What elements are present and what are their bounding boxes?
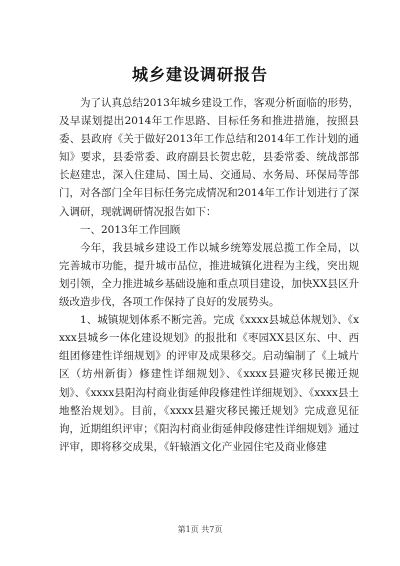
intro-paragraph: 为了认真总结2013年城乡建设工作，客观分析面临的形势，及早谋划提出2014年工作思路、目标任务和推进措施，按照县委、县政府《关于做好2013年工作总结和2014年工作计划的通知》要求，县委常委、政府副县长贺忠乾，县委常委、统战部部长赵建忠，深入住建局、国土局、交通局、水务局、环保局等部门，对各部门全年目标任务完成情况和2014年工作计划进行了深入调研，现就调研情况报告如下： <box>59 97 359 218</box>
review-paragraph: 今年，我县城乡建设工作以城乡统筹发展总揽工作全局，以完善城市功能，提升城市品位，推进城镇化进程为主线，突出规划引领，全力推进城乡基础设施和重点项目建设，加快XX县区升级改造步伐，各项工作保持了良好的发展势头。 <box>59 241 359 309</box>
planning-paragraph: 1、城镇规划体系不断完善。完成《xxxx县城总体规划》、《xxxx县城乡一体化建设规划》的报批和《枣园XX县区东、中、西组团修建性详细规划》的评审及成果移交。启动编制了《上城片区（坊州新街）修建性详细规划》、《xxxx县避灾移民搬迁规划》、《xxxx县阳沟村商业街延伸段修建性详细规划》、《xxxx县土地整治规划》。目前，《xxxx县避灾移民搬迁规划》完成意见征询，近期组织评审；《阳沟村商业街延伸段修建性详细规划》通过评审，即将移交成果，《轩辕酒文化产业园住宅及商业修建 <box>59 314 359 453</box>
page-footer: 第1页 共7页 <box>177 525 223 534</box>
document-title: 城乡建设调研报告 <box>131 65 268 84</box>
document-body <box>59 94 359 456</box>
section-heading: 一、2013年工作回顾 <box>80 223 181 236</box>
